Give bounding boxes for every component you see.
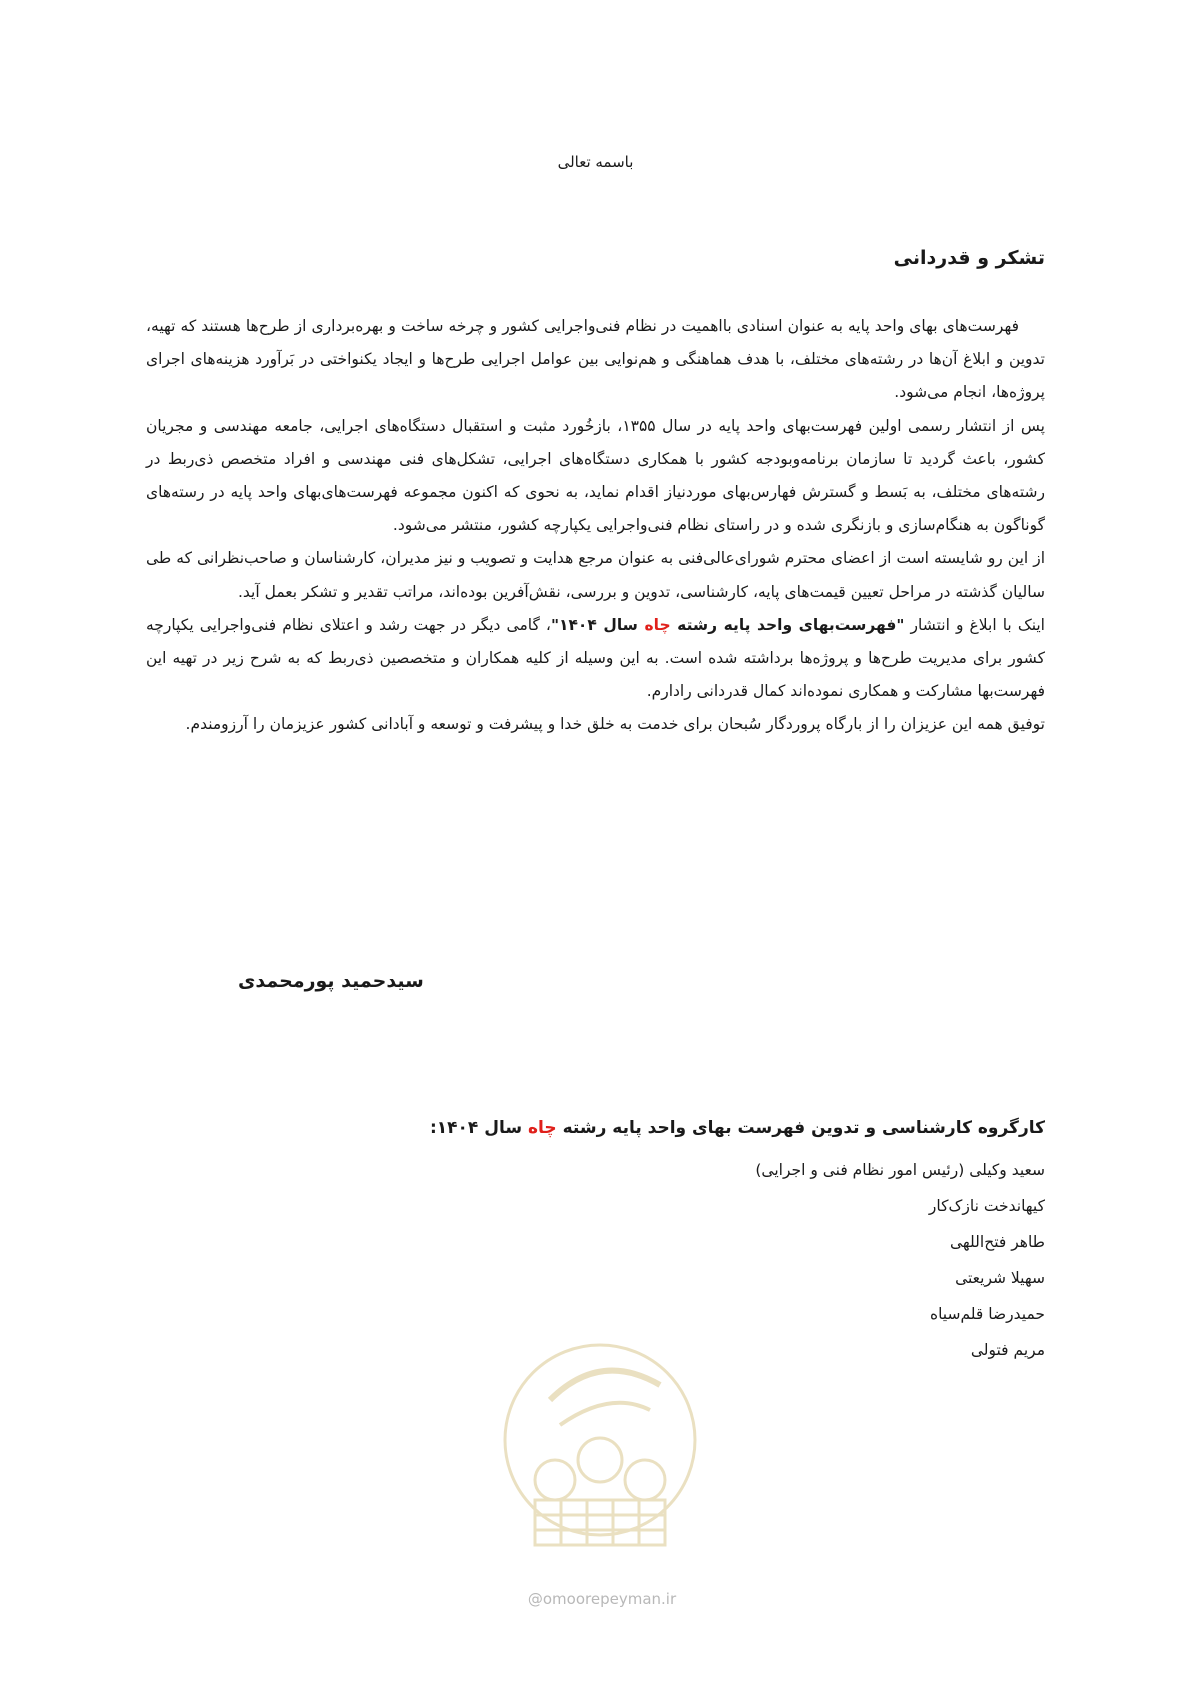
paragraph-5: توفیق همه این عزیزان را از بارگاه پروردگار سُبحان برای خدمت به خلق خدا و پیشرفت و توسعه و آبادانی کشور عزیزمان را آرزومندم. <box>185 715 1045 734</box>
paragraph-4 <box>146 609 1045 709</box>
signature-name: سیدحمید پورمحمدی <box>238 970 424 992</box>
team-member: سهیلا شریعتی <box>955 1269 1045 1287</box>
price-list-title-close: سال ۱۴۰۴" <box>550 615 645 634</box>
team-title-lead: کارگروه کارشناسی و تدوین فهرست بهای واحد پایه رشته <box>556 1118 1045 1138</box>
team-member: حمیدرضا قلم‌سیاه <box>929 1305 1045 1323</box>
team-member: سعید وکیلی (رئیس امور نظام فنی و اجرایی) <box>755 1161 1045 1179</box>
paragraph-1: فهرست‌های بهای واحد پایه به عنوان اسنادی بااهمیت در نظام فنی‌واجرایی کشور و چرخه ساخت و بهره‌برداری از طرح‌ها هستند که تهیه، تدوین و ابلاغ آن‌ها در رشته‌های مختلف، با هدف هماهنگی و هم‌نوایی بین عوامل اجرایی طرح‌ها و ایجاد یکنواختی در بَرآورد هزینه‌های اجرای پروژه‌ها، انجام می‌شود. <box>146 317 1045 402</box>
paragraph-3: از این رو شایسته است از اعضای محترم شورای‌عالی‌فنی به عنوان مرجع هدایت و تصویب و نیز مدیران، کارشناسان و صاحب‌نظرانی که طی سالیان گذشته در مراحل تعیین قیمت‌های پایه، کارشناسی، تدوین و بررسی، نقش‌آفرین بوده‌اند، مراتب تقدیر و تشکر بعمل آید. <box>146 549 1045 601</box>
bismillah-header: باسمه تعالی <box>557 153 634 171</box>
page-title: تشکر و قدردانی <box>893 247 1045 269</box>
team-member: مریم فتولی <box>970 1341 1045 1359</box>
paragraph-4-rest: ، گامی دیگر در جهت رشد و اعتلای نظام فنی‌واجرایی یکپارچه کشور برای مدیریت طرح‌ها و پروژه‌ها برداشته شده است. به این وسیله از کلیه همکاران و متخصصین ذی‌ربط که به شرح زیر در تهیه این فهرست‌بها مشارکت و همکاری نموده‌اند کمال قدردانی رادارم. <box>146 615 1045 701</box>
team-title-discipline: چاه <box>528 1118 557 1138</box>
watermark-url-text: omoorepeyman.ir <box>542 1590 677 1608</box>
team-title <box>430 1118 1045 1138</box>
team-title-year: سال ۱۴۰۴: <box>429 1118 529 1138</box>
watermark-logo-icon <box>490 1330 710 1590</box>
price-list-title-open: "فهرست‌بهای واحد پایه رشته <box>670 615 905 634</box>
paragraph-4-lead: اینک با ابلاغ و انتشار <box>904 615 1045 634</box>
paragraph-2: پس از انتشار رسمی اولین فهرست‌بهای واحد پایه در سال ۱۳۵۵، بازخُورد مثبت و استقبال دستگاه‌های اجرایی، جامعه مهندسی و مجریان کشور، باعث گردید تا سازمان برنامه‌وبودجه کشور با همکاری دستگاه‌های اجرایی، تشکل‌های فنی مهندسی و افراد متخصص ذی‌ربط در رشته‌های مختلف، به بَسط و گسترش فهارس‌بهای موردنیاز اقدام نماید، به نحوی که اکنون مجموعه فهرست‌های‌بهای واحد پایه در رسته‌های گوناگون به هنگام‌سازی و بازنگری شده و در راستای نظام فنی‌واجرایی یکپارچه کشور، منتشر می‌شود. <box>146 416 1045 535</box>
acknowledgement-body <box>146 310 1045 742</box>
team-members-list <box>755 1152 1045 1368</box>
team-member: کیهاندخت نازک‌کار <box>928 1197 1045 1215</box>
team-member: طاهر فتح‌اللهی <box>949 1233 1045 1251</box>
watermark-url: @omoorepeyman.ir <box>527 1590 677 1608</box>
discipline-name-highlight: چاه <box>644 615 671 634</box>
